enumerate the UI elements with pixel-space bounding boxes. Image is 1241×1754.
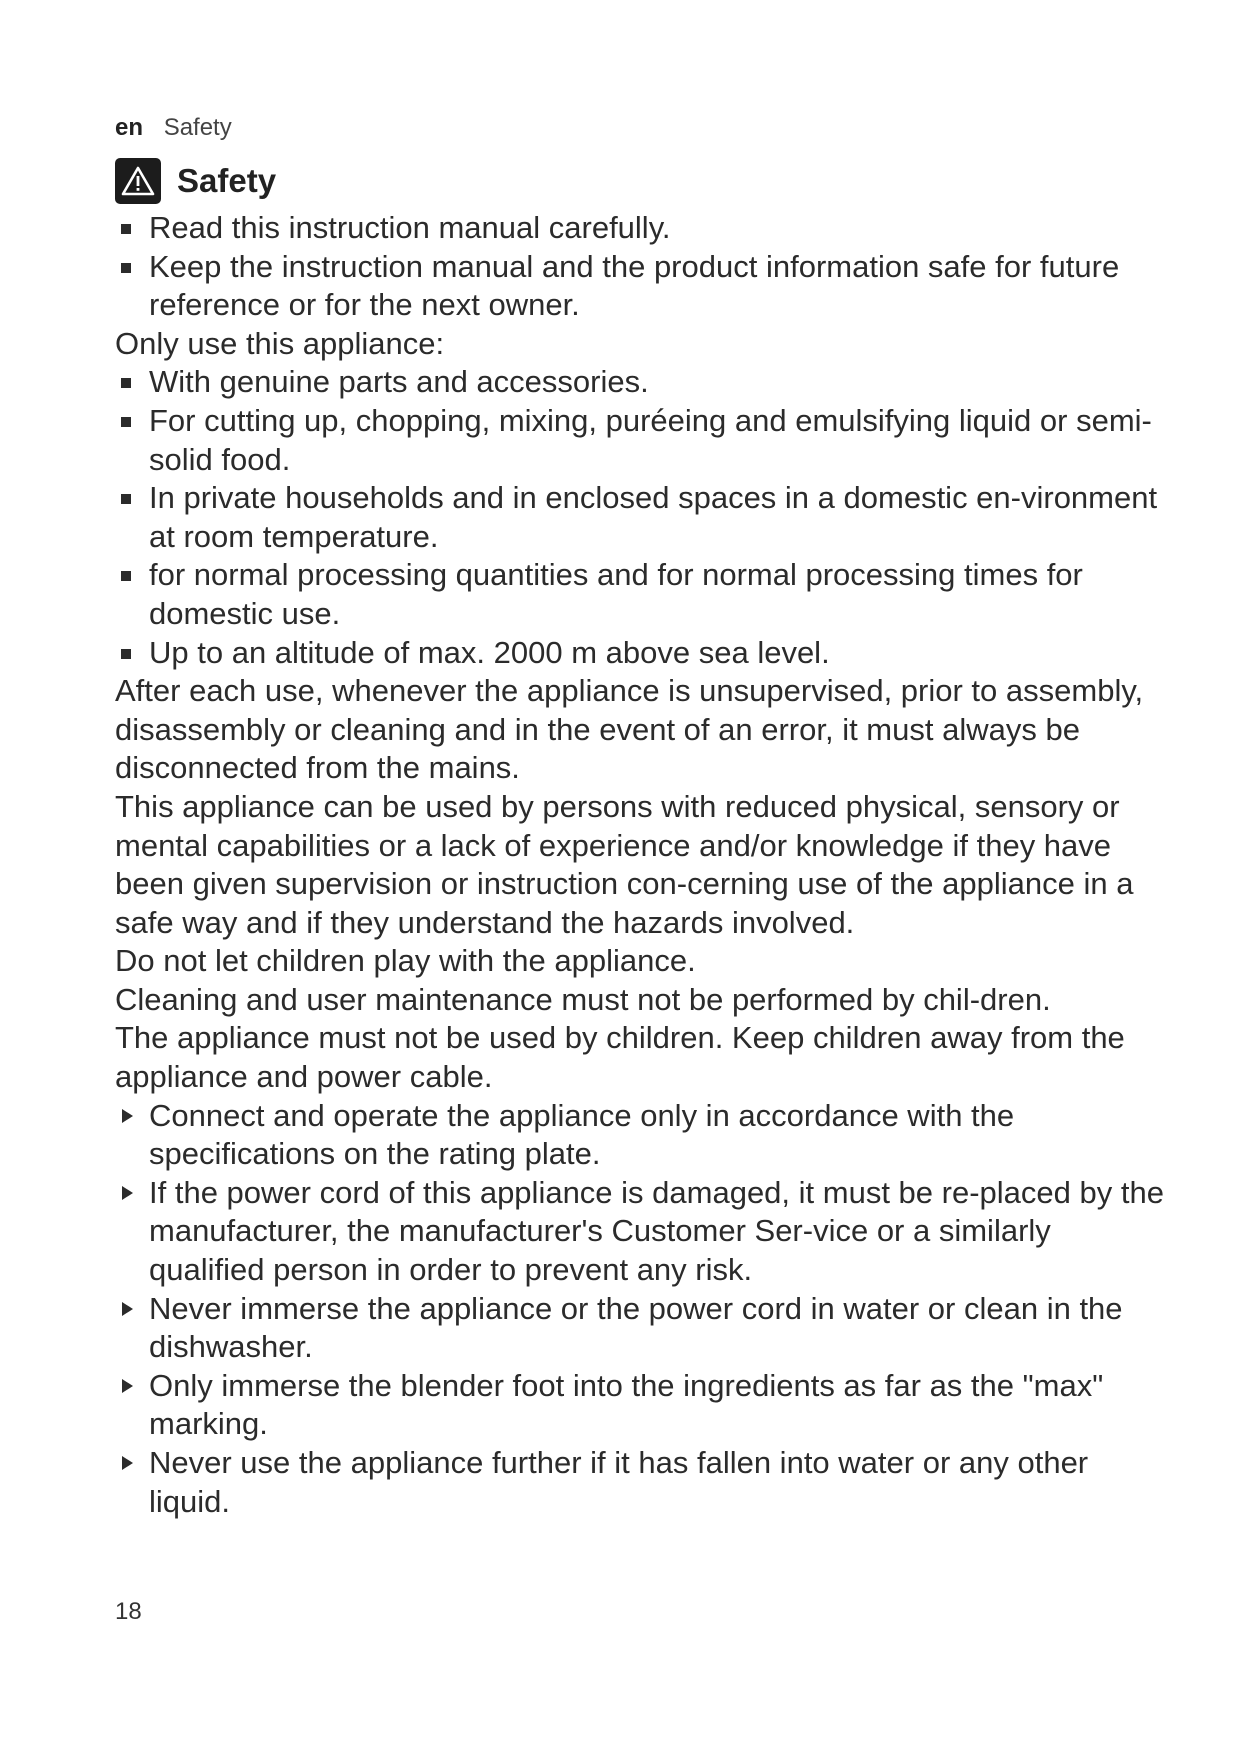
- bullet-text: For cutting up, chopping, mixing, puréeing and emulsifying liquid or semi-solid food.: [149, 402, 1152, 477]
- paragraph: This appliance can be used by persons with reduced physical, sensory or mental capabilities or a lack of experience and/or knowledge if they have been given supervision or instruction con-cerning use of the appliance in a safe way and if they understand the hazards involved.: [115, 788, 1134, 940]
- instruction-item: [115, 1174, 1167, 1290]
- list-item: [115, 363, 1167, 402]
- paragraph: Do not let children play with the appliance.: [115, 943, 696, 979]
- square-bullet-icon: [121, 263, 131, 273]
- paragraph: The appliance must not be used by children. Keep children away from the appliance and power cable.: [115, 1020, 1125, 1095]
- instruction-text: Only immerse the blender foot into the ingredients as far as the "max" marking.: [149, 1367, 1104, 1442]
- page-title: Safety: [177, 162, 277, 199]
- language-code: en: [115, 114, 144, 141]
- arrow-bullet-icon: [122, 1186, 133, 1200]
- instruction-text: Never use the appliance further if it has fallen into water or any other liquid.: [149, 1445, 1089, 1519]
- page-header: [115, 112, 232, 144]
- list-item: [115, 634, 1167, 673]
- square-bullet-icon: [121, 224, 131, 234]
- bullet-text: for normal processing quantities and for normal processing times for domestic use.: [149, 557, 1083, 631]
- list-item: [115, 479, 1167, 556]
- square-bullet-icon: [121, 417, 131, 427]
- section-title: [115, 158, 276, 204]
- paragraph: After each use, whenever the appliance is unsupervised, prior to assembly, disassembly or cleaning and in the event of an error, it must always be disconnected from the mains.: [115, 673, 1144, 786]
- bullet-text: Read this instruction manual carefully.: [149, 210, 671, 245]
- safety-content: [115, 209, 1167, 1521]
- instruction-text: Never immerse the appliance or the power cord in water or clean in the dishwasher.: [149, 1290, 1123, 1365]
- list-item: [115, 556, 1167, 633]
- instruction-text: Connect and operate the appliance only in accordance with the specifications on the rating plate.: [149, 1097, 1015, 1172]
- instruction-text: If the power cord of this appliance is damaged, it must be re-placed by the manufacturer, the manufacturer's Customer Ser-vice or a similarly qualified person in order to prevent any risk.: [149, 1174, 1164, 1288]
- arrow-bullet-icon: [122, 1379, 133, 1393]
- instruction-item: [115, 1367, 1167, 1444]
- square-bullet-icon: [121, 571, 131, 581]
- list-item: [115, 402, 1167, 479]
- instruction-item: [115, 1444, 1167, 1521]
- use-heading: Only use this appliance:: [115, 325, 445, 361]
- square-bullet-icon: [121, 378, 131, 388]
- bullet-text: Up to an altitude of max. 2000 m above sea level.: [149, 634, 830, 670]
- bullet-text: With genuine parts and accessories.: [149, 364, 649, 400]
- instruction-item: [115, 1097, 1167, 1174]
- paragraph: Cleaning and user maintenance must not be performed by chil-dren.: [115, 981, 1051, 1017]
- bullet-text: In private households and in enclosed spaces in a domestic en-vironment at room temperature.: [149, 480, 1158, 554]
- arrow-bullet-icon: [122, 1302, 133, 1316]
- arrow-bullet-icon: [122, 1456, 133, 1470]
- page-number: 18: [115, 1598, 142, 1625]
- bullet-text: Keep the instruction manual and the product information safe for future reference or for the next owner.: [149, 248, 1120, 323]
- warning-triangle-icon: [115, 158, 161, 204]
- arrow-bullet-icon: [122, 1109, 133, 1123]
- square-bullet-icon: [121, 649, 131, 659]
- instruction-item: [115, 1290, 1167, 1367]
- section-label: Safety: [163, 114, 232, 141]
- list-item: [115, 209, 1167, 248]
- list-item: [115, 248, 1167, 325]
- square-bullet-icon: [121, 494, 131, 504]
